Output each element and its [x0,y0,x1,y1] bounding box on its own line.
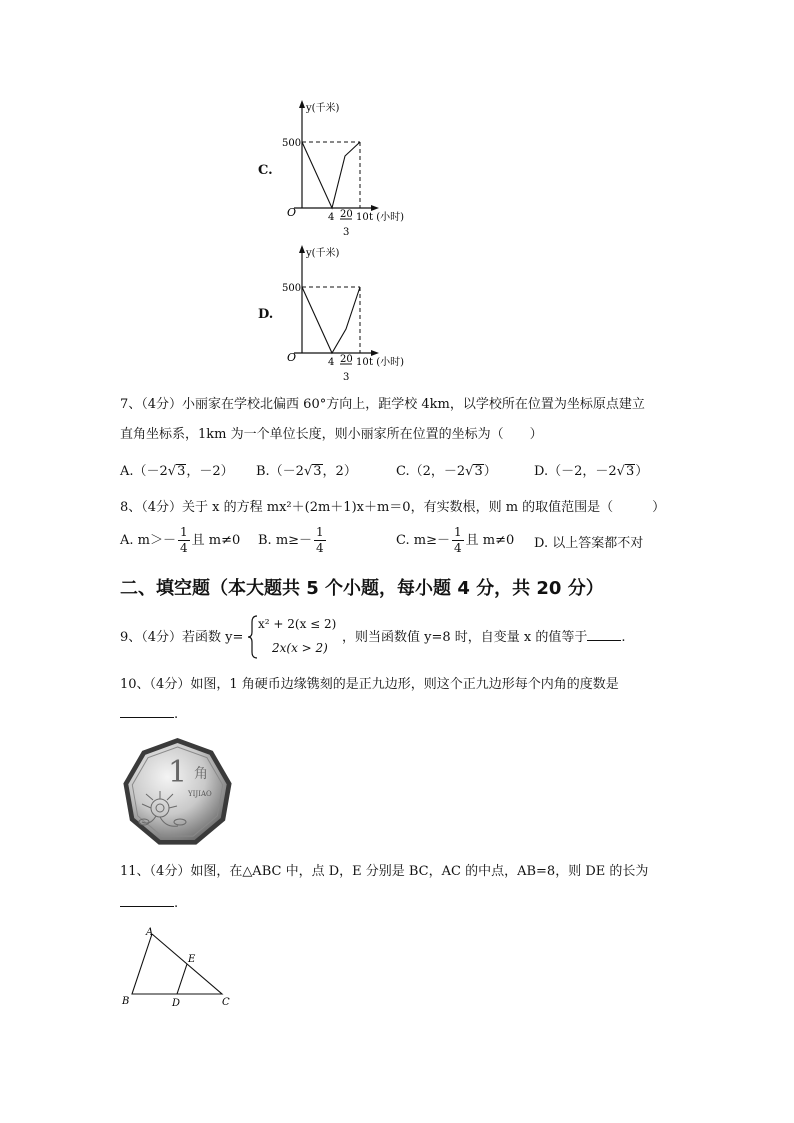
q8-c-post: 且 m≠0 [465,533,515,548]
x-axis-arrow [371,205,379,211]
q7-c-label: C.（2，－2 [396,464,466,479]
option-c-label: C. [258,163,273,178]
graph-c-curve [302,142,360,208]
fraction [452,525,464,556]
q7-b-radicand: 3 [313,464,322,479]
q7-b-tail: ，2） [322,464,357,479]
segment-de [177,964,187,994]
x-axis-label: t (小时) [369,357,404,368]
sqrt-symbol: √ [167,464,177,479]
graph-d [280,243,415,385]
q8-stem: 8、（4分）关于 x 的方程 mx²＋(2m＋1)x＋m＝0，有实数根，则 m 的取值范围是（ ） [120,500,666,515]
q7-c-tail: ） [483,464,497,479]
answer-blank [587,640,621,641]
sqrt-symbol: √ [303,464,313,479]
q9-pre: 9、（4分）若函数 y= [120,630,244,645]
point-d-label: D [172,998,181,1009]
y-tick-label: 500 [282,138,302,149]
coin-digit: 1 [168,755,188,790]
q11-line1: 11、（4分）如图，在△ABC 中，点 D，E 分别是 BC，AC 的中点，AB=8，则 DE 的长为 [120,864,649,879]
x-axis-arrow [371,350,379,356]
answer-blank [120,906,174,907]
x-tick-frac-den: 3 [343,372,350,383]
y-axis-arrow [299,100,305,108]
q7-a-tail: ，－2） [186,464,234,479]
q9-case1: x² + 2(x ≤ 2) [258,617,337,631]
q8-a-pre: A. m＞－ [120,533,176,548]
frac-num: 1 [179,525,188,539]
frac-num: 1 [453,525,462,539]
coin-char: 角 [194,766,208,782]
q11-line2 [120,897,178,910]
answer-blank [120,717,174,718]
origin-label: O [287,351,297,364]
x-tick-label: 10 [356,357,369,368]
coin-image [120,736,235,851]
graph-c [280,98,415,240]
q7-line2: 直角坐标系，1km 为一个单位长度，则小丽家所在位置的坐标为（ ） [120,427,543,442]
x-tick-frac-num: 20 [340,209,353,220]
x-tick-label: 10 [356,212,369,223]
section-title: 二、填空题（本大题共 5 个小题，每小题 4 分，共 20 分） [120,578,604,599]
q10-line2 [120,708,178,721]
sqrt-symbol: √ [465,464,474,479]
q7-b-label: B.（－2 [256,464,304,479]
frac-den: 4 [453,541,462,555]
q10-line1: 10、（4分）如图，1 角硬币边缘镌刻的是正九边形，则这个正九边形每个内角的度数是 [120,677,619,692]
q7-option-b [256,464,357,479]
q10-end: . [174,707,179,722]
origin-label: O [287,206,297,219]
y-axis-label: y(千米) [306,103,340,114]
q8-c-pre: C. m≥－ [396,533,450,548]
q11-end: . [174,896,179,911]
frac-num: 1 [316,525,324,539]
q7-d-radicand: 3 [625,464,635,479]
q7-a-radicand: 3 [177,464,186,479]
q7-d-label: D.（－2，－2 [534,464,617,479]
q7-a-label: A.（－2 [120,464,168,479]
q7-option-a [120,464,234,479]
q9-post [342,631,626,644]
q7-line1: 7、（4分）小丽家在学校北偏西 60°方向上，距学校 4km，以学校所在位置为坐标原点建立 [120,397,645,412]
q9-case2: 2x(x > 2) [272,641,328,655]
frac-den: 4 [316,541,324,555]
q8-option-a [120,525,240,556]
sqrt-symbol: √ [616,464,625,479]
triangle-abc [132,934,222,994]
q8-option-b [258,525,328,556]
vertex-a-label: A [146,927,154,938]
x-axis-label: t (小时) [369,212,404,223]
triangle-diagram [118,924,238,1010]
point-e-label: E [188,954,196,965]
y-axis-label: y(千米) [306,248,340,259]
q8-option-c [396,525,514,556]
q7-option-d [534,464,648,479]
q8-a-post: 且 m≠0 [191,533,241,548]
graph-d-curve [302,287,360,353]
fraction [178,525,190,556]
q8-option-d: D. 以上答案都不对 [534,536,644,551]
vertex-c-label: C [222,997,230,1008]
q7-c-radicand: 3 [474,464,483,479]
x-tick-frac-num: 20 [340,354,353,365]
q7-option-c [396,464,497,479]
x-tick-label: 4 [328,212,335,223]
frac-den: 4 [179,541,188,555]
vertex-b-label: B [122,996,130,1007]
option-d-label: D. [258,307,274,322]
x-tick-label: 4 [328,357,335,368]
q9-end: . [621,630,626,645]
q7-d-tail: ） [635,464,649,479]
y-tick-label: 500 [282,283,302,294]
q9-post-text: ，则当函数值 y=8 时，自变量 x 的值等于 [342,630,588,645]
y-axis-arrow [299,245,305,253]
q8-b-pre: B. m≥－ [258,533,313,548]
x-tick-frac-den: 3 [343,227,350,238]
coin-pinyin: YIJIAO [188,790,212,798]
fraction [314,525,326,556]
